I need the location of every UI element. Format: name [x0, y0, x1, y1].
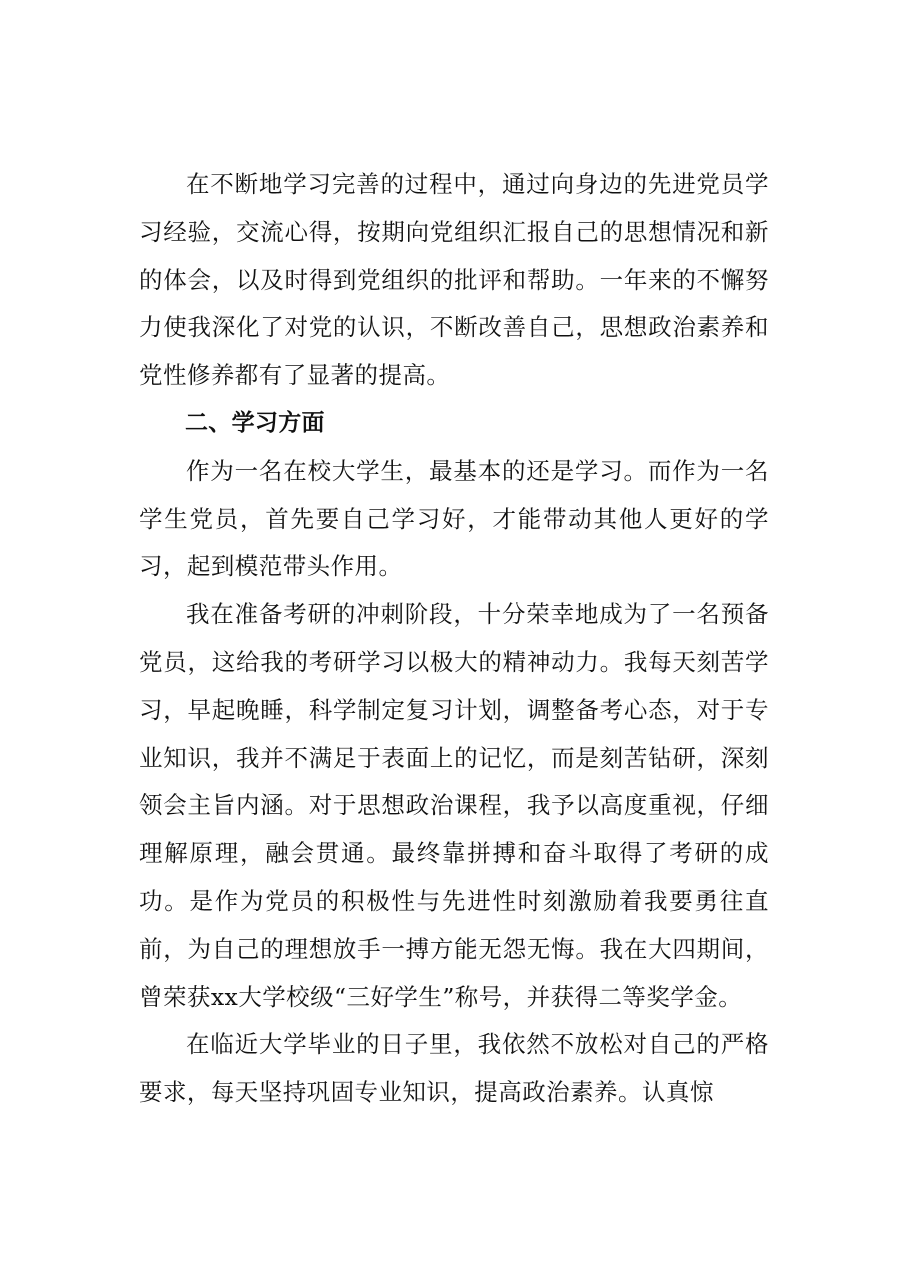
document-body [139, 161, 769, 1117]
section-heading-study: 二、学习方面 [185, 409, 325, 436]
paragraph-exam-preparation: 我在准备考研的冲刺阶段，十分荣幸地成为了一名预备党员，这给我的考研学习以极大的精神动力。我每天刻苦学习，早起晚睡，科学制定复习计划，调整备考心态，对于专业知识，我并不满足于表面上的记忆，而是刻苦钻研，深刻领会主旨内涵。对于思想政治课程，我予以高度重视，仔细理解原理，融会贯通。最终靠拼搏和奋斗取得了考研的成功。是作为党员的积极性与先进性时刻激励着我要勇往直前，为自己的理想放手一搏方能无怨无悔。我在大四期间，曾荣获xx大学校级“三好学生”称号，并获得二等奖学金。 [139, 600, 769, 1011]
paragraph-party-growth: 在不断地学习完善的过程中，通过向身边的先进党员学习经验，交流心得，按期向党组织汇报自己的思想情况和新的体会，以及时得到党组织的批评和帮助。一年来的不懈努力使我深化了对党的认识，不断改善自己，思想政治素养和党性修养都有了显著的提高。 [139, 170, 769, 390]
paragraph-study-intro: 作为一名在校大学生，最基本的还是学习。而作为一名学生党员，首先要自己学习好，才能带动其他人更好的学习，起到模范带头作用。 [139, 456, 769, 581]
paragraph-graduation: 在临近大学毕业的日子里，我依然不放松对自己的严格要求，每天坚持巩固专业知识，提高政治素养。认真惊 [139, 1030, 769, 1107]
